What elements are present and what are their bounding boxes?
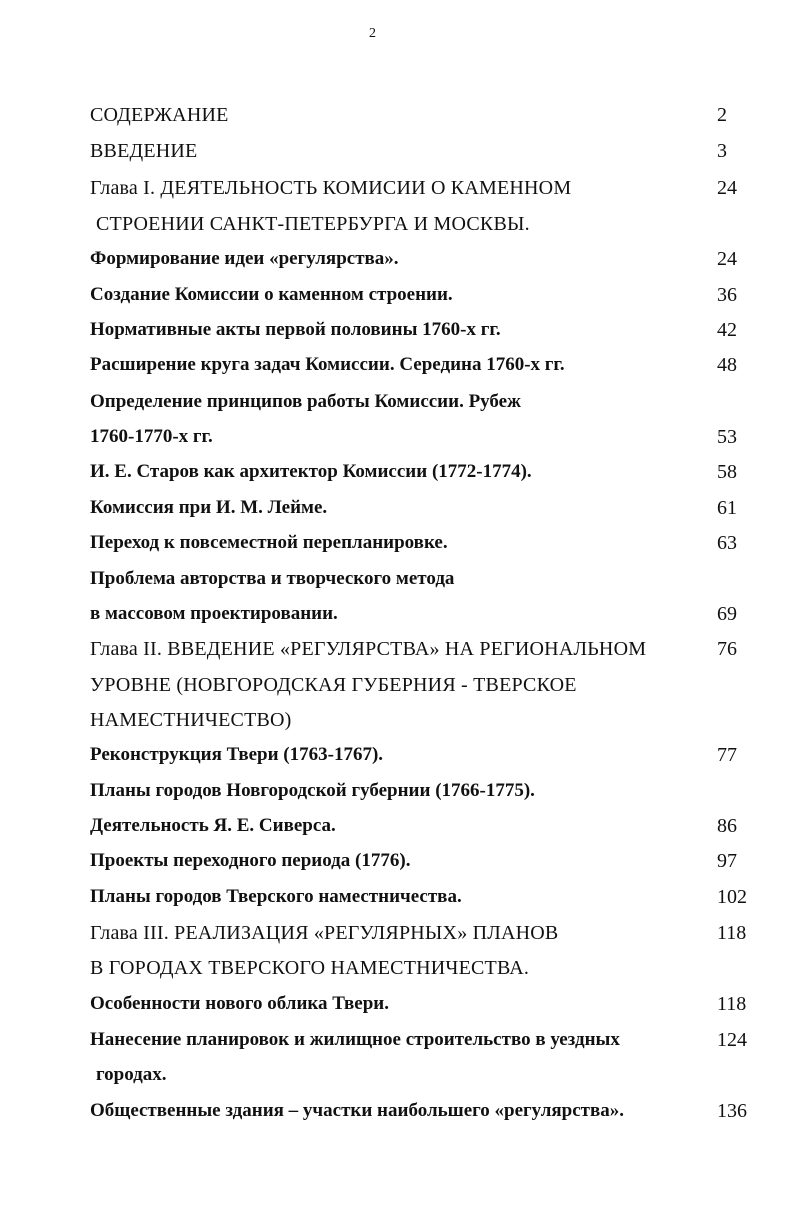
toc-chapter-1-heading (90, 173, 750, 203)
toc-section (90, 280, 750, 310)
toc-entry-title: Проблема авторства и творческого метода (90, 568, 455, 589)
toc-entry-title: Общественные здания – участки наибольшего «регулярства». (90, 1100, 624, 1121)
toc-section-cont (90, 1060, 753, 1090)
toc-entry-page: 102 (717, 886, 747, 908)
toc-entry-title: городах. (96, 1064, 167, 1085)
toc-entry-page: 118 (717, 922, 747, 944)
toc-entry-title: Деятельность Я. Е. Сиверса. (90, 815, 336, 836)
toc-entry-page: 24 (717, 248, 737, 270)
toc-section (90, 1096, 750, 1126)
toc-entry-page: 58 (717, 461, 737, 483)
toc-section (90, 776, 750, 806)
toc-entry-title: Глава III. РЕАЛИЗАЦИЯ «РЕГУЛЯРНЫХ» ПЛАНОВ (90, 922, 559, 944)
toc-entry-title: Переход к повсеместной перепланировке. (90, 532, 448, 553)
toc-chapter-1-heading-cont (90, 209, 753, 239)
toc-entry-page: 42 (717, 319, 737, 341)
toc-entry-page: 53 (717, 426, 737, 448)
toc-entry-title: Формирование идеи «регулярства». (90, 248, 399, 269)
toc-entry-page: 24 (717, 177, 737, 199)
toc-section (90, 387, 750, 417)
toc-entry-page: 69 (717, 603, 737, 625)
toc-entry-page: 2 (717, 104, 727, 126)
toc-entry-title: Создание Комиссии о каменном строении. (90, 284, 453, 305)
toc-section (90, 244, 750, 274)
toc-entry-page: 48 (717, 354, 737, 376)
toc-entry-introduction (90, 136, 750, 166)
toc-section-cont (90, 599, 750, 629)
toc-section-cont (90, 422, 750, 452)
toc-chapter-2-heading-cont (90, 670, 750, 700)
toc-chapter-3-heading-cont (90, 953, 750, 983)
toc-entry-title: Нормативные акты первой половины 1760-х гг. (90, 319, 501, 340)
toc-section (90, 882, 750, 912)
toc-entry-title: Нанесение планировок и жилищное строительство в уездных (90, 1029, 620, 1050)
toc-entry-title: Проекты переходного периода (1776). (90, 850, 411, 871)
toc-entry-title: Определение принципов работы Комиссии. Рубеж (90, 391, 521, 412)
toc-entry-title: В ГОРОДАХ ТВЕРСКОГО НАМЕСТНИЧЕСТВА. (90, 957, 530, 979)
toc-entry-page: 97 (717, 850, 737, 872)
toc-section (90, 350, 750, 380)
page-number: 2 (369, 26, 376, 41)
toc-entry-page: 76 (717, 638, 737, 660)
toc-entry-title: Планы городов Тверского наместничества. (90, 886, 462, 907)
toc-entry-title: ВВЕДЕНИЕ (90, 140, 198, 162)
toc-entry-title: Глава II. ВВЕДЕНИЕ «РЕГУЛЯРСТВА» НА РЕГИОНАЛЬНОМ (90, 638, 647, 660)
toc-chapter-2-heading-cont (90, 705, 750, 735)
toc-section (90, 493, 750, 523)
toc-entry-page: 118 (717, 993, 747, 1015)
toc-section (90, 811, 750, 841)
toc-entry-title: Особенности нового облика Твери. (90, 993, 389, 1014)
toc-section (90, 315, 750, 345)
toc-entry-title: Расширение круга задач Комиссии. Середина 1760-х гг. (90, 354, 565, 375)
toc-entry-page: 36 (717, 284, 737, 306)
toc-entry-title: НАМЕСТНИЧЕСТВО) (90, 709, 292, 731)
toc-entry-title: в массовом проектировании. (90, 603, 338, 624)
toc-section (90, 528, 750, 558)
toc-entry-title: Комиссия при И. М. Лейме. (90, 497, 328, 518)
toc-entry-title: УРОВНЕ (НОВГОРОДСКАЯ ГУБЕРНИЯ - ТВЕРСКОЕ (90, 674, 577, 696)
toc-entry-title: СТРОЕНИИ САНКТ-ПЕТЕРБУРГА И МОСКВЫ. (96, 213, 530, 235)
toc-entry-title: Глава I. ДЕЯТЕЛЬНОСТЬ КОМИСИИ О КАМЕННОМ (90, 177, 572, 199)
toc-entry-page: 86 (717, 815, 737, 837)
toc-section (90, 564, 750, 594)
toc-chapter-3-heading (90, 918, 750, 948)
toc-entry-contents (90, 100, 750, 130)
toc-entry-page: 77 (717, 744, 737, 766)
toc-entry-page: 3 (717, 140, 727, 162)
toc-entry-page: 63 (717, 532, 737, 554)
toc-section (90, 846, 750, 876)
toc-chapter-2-heading (90, 634, 750, 664)
toc-section (90, 740, 750, 770)
toc-section (90, 457, 750, 487)
toc-section (90, 1025, 750, 1055)
toc-entry-page: 61 (717, 497, 737, 519)
toc-entry-title: Планы городов Новгородской губернии (1766-1775). (90, 780, 535, 801)
toc-entry-title: Реконструкция Твери (1763-1767). (90, 744, 384, 765)
toc-entry-title: И. Е. Старов как архитектор Комиссии (1772-1774). (90, 461, 532, 482)
toc-entry-page: 124 (717, 1029, 747, 1051)
toc-entry-title: 1760-1770-х гг. (90, 426, 213, 447)
toc-entry-title: СОДЕРЖАНИЕ (90, 104, 229, 126)
toc-section (90, 989, 750, 1019)
toc-entry-page: 136 (717, 1100, 747, 1122)
